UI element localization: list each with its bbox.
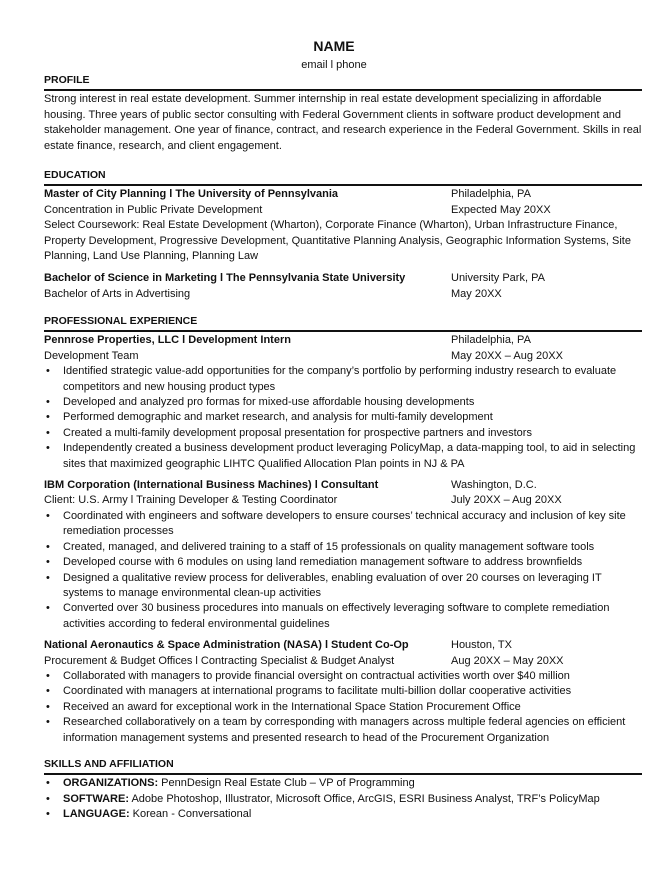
job-bullet: • Performed demographic and market research, and analysis for multi-family development [44,410,642,425]
section-divider [44,773,642,775]
job-bullet: • Independently created a business development product leveraging PolicyMap, a data-mapping tool, to aid in selecting sites that maximized geographic LIHTC Qualified Allocation Plan points in NJ & PA [44,441,642,472]
education-section [44,168,642,302]
date: July 20XX – Aug 20XX [451,494,562,507]
job-bullet: • Coordinated with engineers and software developers to ensure courses’ technical accuracy and inclusion of key site remediation processes [44,509,642,540]
education-entry [44,271,642,302]
section-heading: PROFILE [44,74,90,86]
section-heading: EDUCATION [44,169,106,181]
date: Aug 20XX – May 20XX [451,654,564,667]
coursework: Select Coursework: Real Estate Development (Wharton), Corporate Finance (Wharton), Urban Infrastructure Finance, Property Development, Progressive Development, Quantitative Planning Analysis, Geographic Information Systems, Site Planning, Land Use Planning, Planning Law [44,219,631,263]
job-bullet: • Converted over 30 business procedures into manuals on effectively leveraging software to complete remediation activities according to federal environmental guidelines [44,601,642,632]
date: May 20XX [451,287,502,300]
education-entry [44,187,642,264]
job-bullet: • Created, managed, and delivered training to a staff of 15 professionals on quality management software tools [44,540,642,555]
section-heading: SKILLS AND AFFILIATION [44,758,174,770]
degree-title: Master of City Planning l The University of Pennsylvania [44,188,339,201]
profile-section [44,73,642,154]
section-heading: PROFESSIONAL EXPERIENCE [44,315,198,327]
skill-item [44,807,642,822]
degree-title: Bachelor of Science in Marketing l The Pennsylvania State University [44,272,406,285]
skill-item [44,776,642,791]
location: Houston, TX [451,639,512,652]
job-bullet: • Identified strategic value-add opportunities for the company’s portfolio by performing industry research to evaluate competitors and new housing product types [44,364,642,395]
location: Washington, D.C. [451,479,537,492]
job-bullet: • Created a multi-family development proposal presentation for prospective partners and investors [44,426,642,441]
job-title: Pennrose Properties, LLC l Development Intern [44,334,291,347]
date: Expected May 20XX [451,203,551,216]
skill-value: PennDesign Real Estate Club – VP of Programming [158,777,415,790]
skill-value: Korean - Conversational [129,808,252,821]
section-divider [44,184,642,186]
job-bullet: • Researched collaboratively on a team by corresponding with managers across multiple federal agencies on efficient information management systems and presented research to head of the Procurement Organization [44,715,642,746]
job-entry [44,638,642,746]
job-title: IBM Corporation (International Business Machines) l Consultant [44,479,379,492]
skill-item [44,792,642,807]
job-bullet: • Designed a qualitative review process for deliverables, enabling evaluation of over 20 courses on leveraging IT systems to manage environmental clean-up activities [44,571,642,602]
experience-section [44,314,642,746]
job-entry [44,478,642,632]
skill-label: LANGUAGE: [63,808,130,821]
degree-sub: Concentration in Public Private Development [44,203,263,216]
skills-section [44,757,642,823]
location: University Park, PA [451,272,545,285]
profile-text: Strong interest in real estate development. Summer internship in real estate development specializing in affordable housing. Three years of public sector consulting with Federal Government clients in software product development and stakeholder management. One year of finance, contract, and research experience in the Federal Government. Skills in real estate finance, research, and client engagement. [44,93,642,152]
skill-value: Adobe Photoshop, Illustrator, Microsoft Office, ArcGIS, ESRI Business Analyst, TRF’s PolicyMap [129,792,600,805]
job-bullet: • Developed course with 6 modules on using land remediation management software to address brownfields [44,555,642,570]
job-title: National Aeronautics & Space Administration (NASA) l Student Co-Op [44,639,409,652]
skill-label: ORGANIZATIONS: [63,777,159,790]
date: May 20XX – Aug 20XX [451,349,563,362]
location: Philadelphia, PA [451,188,531,201]
section-divider [44,330,642,332]
job-bullet: • Developed and analyzed pro formas for mixed-use affordable housing developments [44,395,642,410]
degree-sub: Bachelor of Arts in Advertising [44,287,191,300]
job-bullet: • Coordinated with managers at international programs to facilitate multi-billion dollar cooperative activities [44,684,642,699]
job-sub: Procurement & Budget Offices l Contracting Specialist & Budget Analyst [44,654,395,667]
job-bullet: • Received an award for exceptional work in the International Space Station Procurement Office [44,700,642,715]
skill-label: SOFTWARE: [63,792,129,805]
job-bullet: • Collaborated with managers to provide financial oversight on contractual activities worth over $40 million [44,669,642,684]
job-sub: Development Team [44,349,139,362]
location: Philadelphia, PA [451,334,531,347]
contact-line: email l phone [301,59,367,71]
section-divider [44,89,642,91]
resume-name: NAME [313,38,355,54]
job-sub: Client: U.S. Army l Training Developer & Testing Coordinator [44,494,338,507]
job-entry [44,333,642,472]
